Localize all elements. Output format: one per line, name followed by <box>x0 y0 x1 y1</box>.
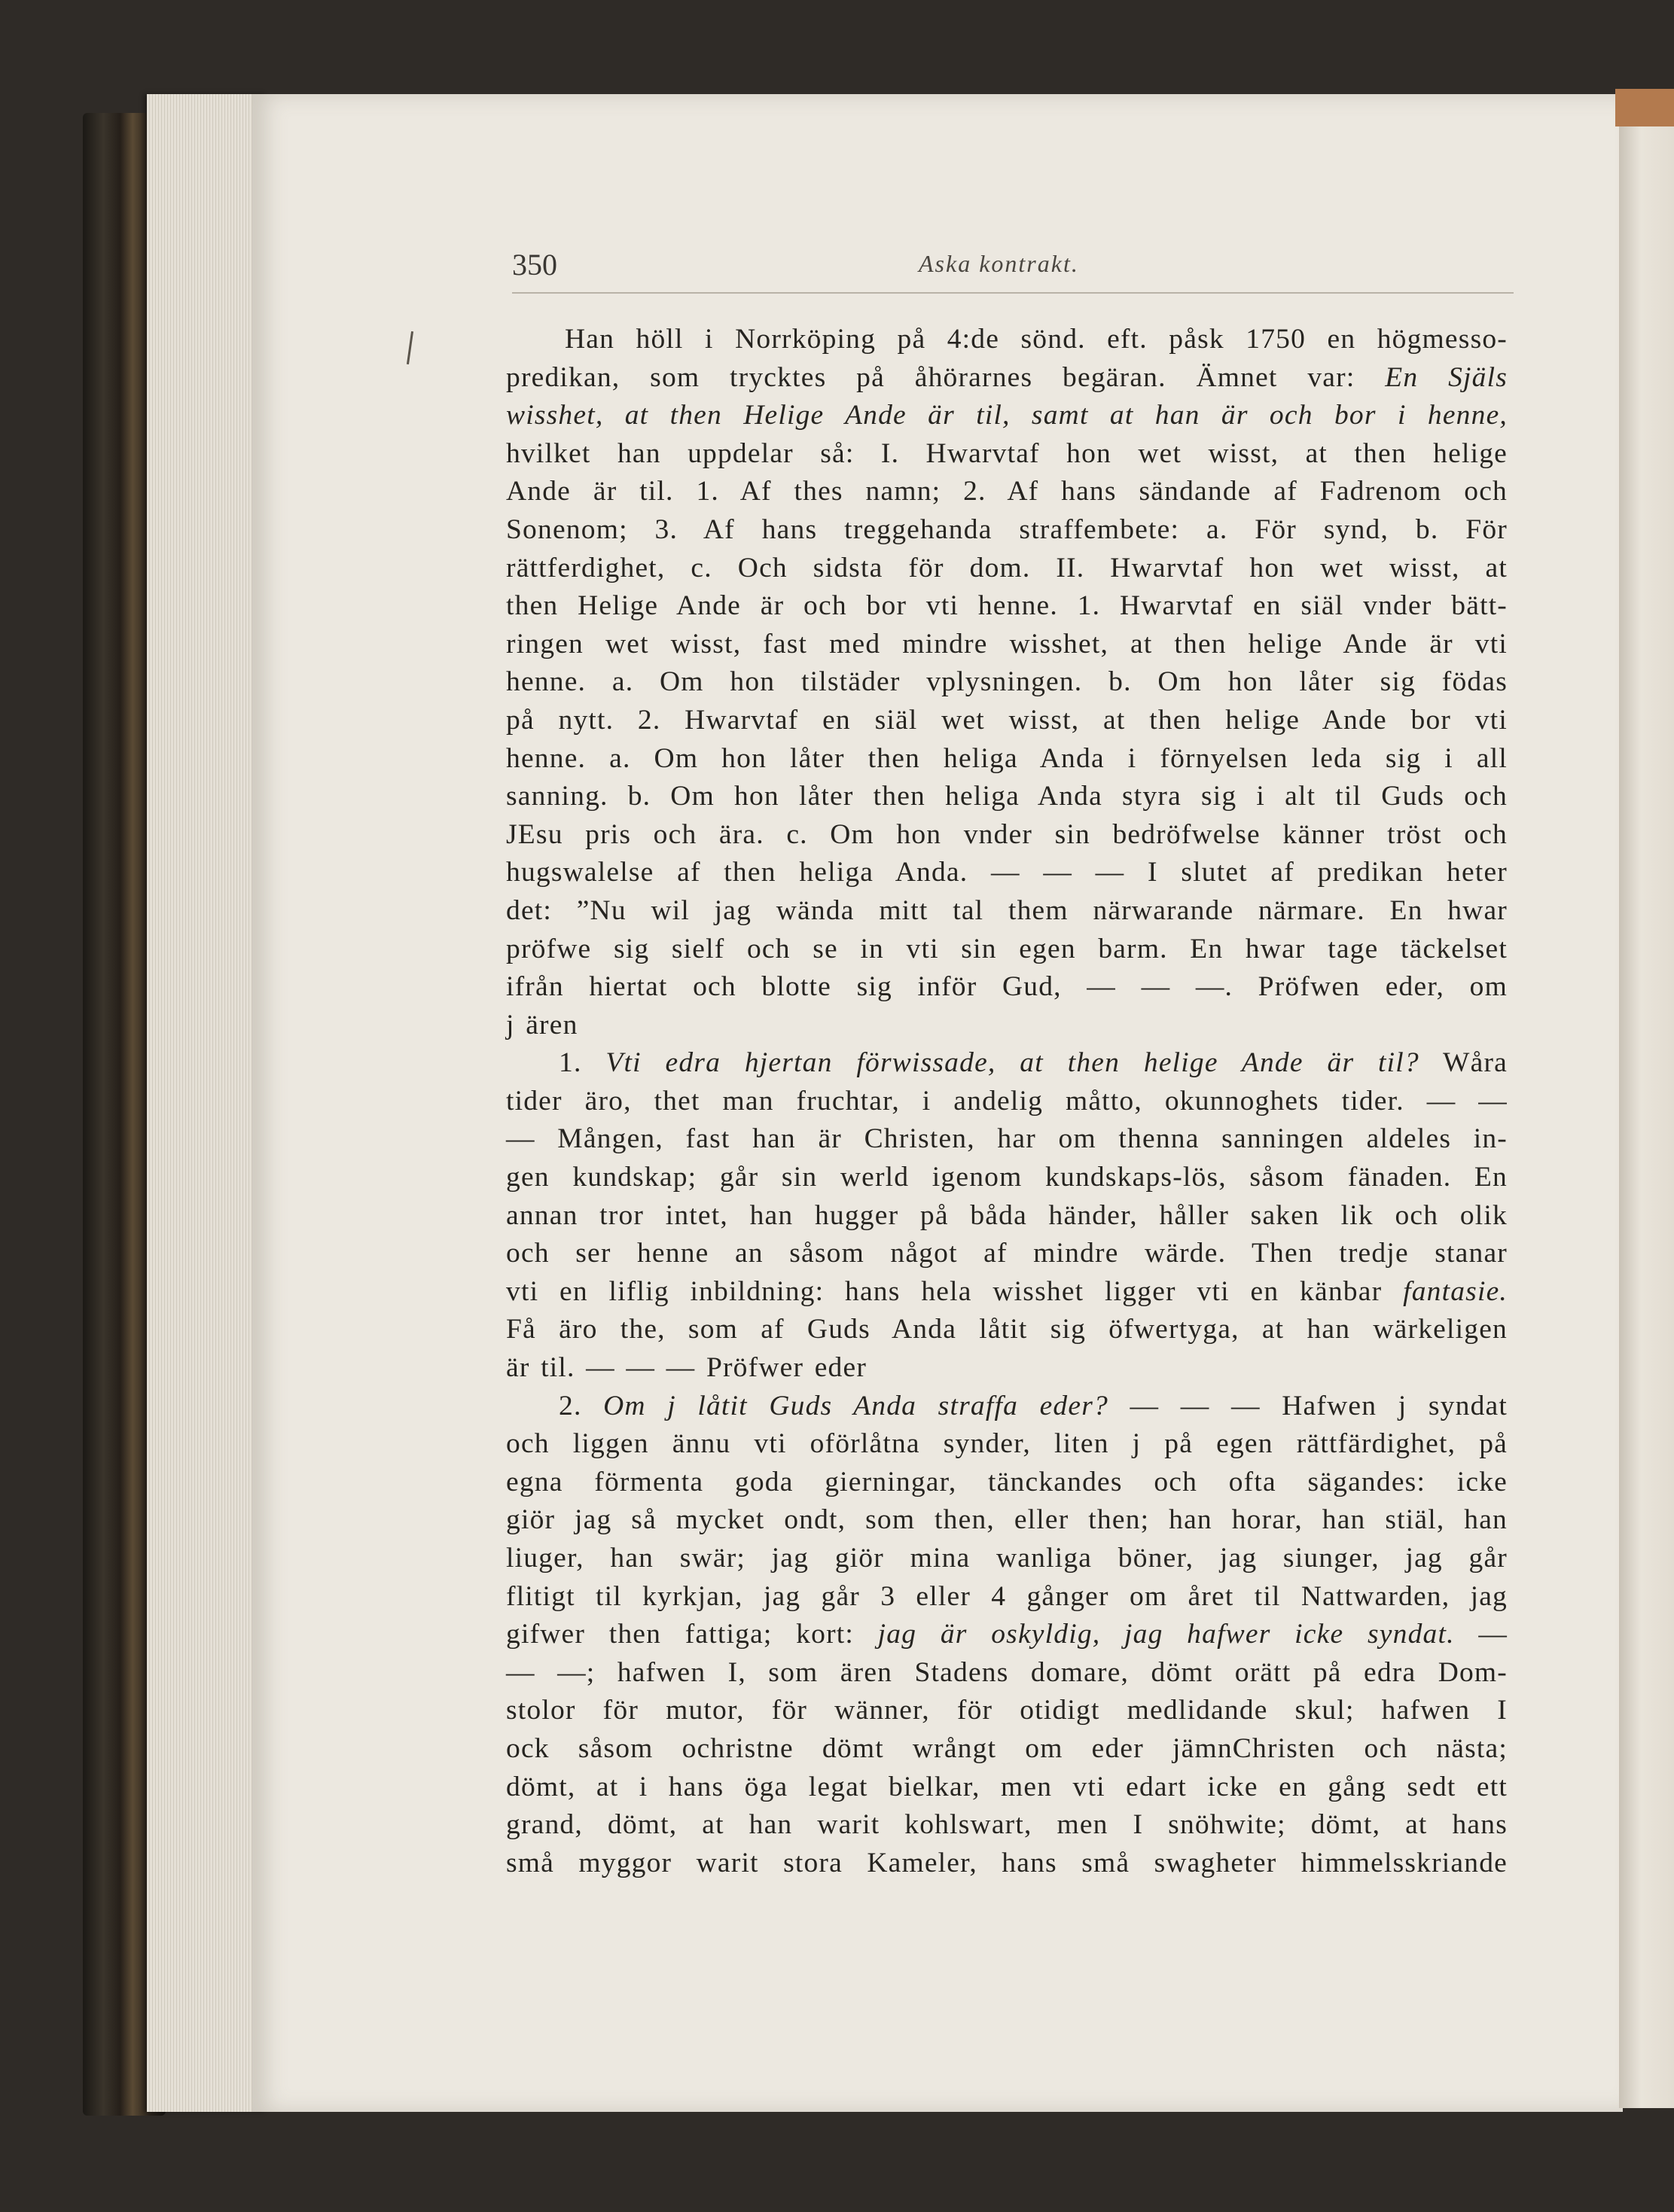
text-line <box>506 359 1508 398</box>
running-head <box>512 247 1514 294</box>
text-span: sanning. b. Om hon låter then heliga Anda styra sig i alt til Guds och <box>506 781 1508 812</box>
text-span: — — — Hafwen j syndat <box>1108 1390 1508 1421</box>
text-span: giör jag så mycket ondt, som then, eller then; han horar, han stiäl, han <box>506 1504 1508 1536</box>
text-line <box>506 550 1508 588</box>
text-span: j ären <box>506 1009 578 1040</box>
text-line <box>506 473 1508 511</box>
running-title: Aska kontrakt. <box>919 250 1079 277</box>
text-span: rättferdighet, c. Och sidsta för dom. II. Hwarvtaf hon wet wisst, at <box>506 552 1508 583</box>
text-span: 2. <box>559 1390 604 1421</box>
facing-cover-corner <box>1615 89 1674 126</box>
text-span: är til. — — — Pröfwer eder <box>506 1352 867 1384</box>
italic-text: jag är oskyldig, jag hafwer icke syndat. <box>877 1619 1455 1650</box>
text-span: — Mången, fast han är Christen, har om thenna sanningen aldeles in- <box>506 1123 1508 1155</box>
text-span: vti en liflig inbildning: hans hela wisshet ligger vti en känbar <box>506 1275 1404 1307</box>
text-line <box>506 626 1508 664</box>
italic-text: fantasie. <box>1403 1275 1508 1307</box>
italic-text: En Själs <box>1385 361 1508 393</box>
text-line <box>506 321 1508 359</box>
text-span: JEsu pris och ära. c. Om hon vnder sin bedröfwelse känner tröst och <box>506 818 1508 850</box>
text-line <box>506 854 1508 892</box>
text-line <box>506 1425 1508 1464</box>
text-span: henne. a. Om hon tilstäder vplysningen. b. Om hon låter sig födas <box>506 666 1508 698</box>
text-line <box>506 1388 1508 1426</box>
text-span: och ser henne an såsom något af mindre wärde. Then tredje stanar <box>506 1238 1508 1269</box>
text-span: grand, dömt, at han warit kohlswart, men I snöhwite; dömt, at hans <box>506 1809 1508 1841</box>
text-span: — —; hafwen I, som ären Stadens domare, dömt orätt på edra Dom- <box>506 1656 1508 1688</box>
text-span: 1. <box>559 1047 606 1079</box>
text-line <box>506 1197 1508 1235</box>
text-line <box>506 1349 1508 1388</box>
italic-text: Vti edra hjertan förwissade, at then helige Ande är til? <box>605 1047 1419 1079</box>
text-span: flitigt til kyrkjan, jag går 3 eller 4 gånger om året til Nattwarden, jag <box>506 1580 1508 1612</box>
text-span: pröfwe sig sielf och se in vti sin egen barm. En hwar tage täckelset <box>506 933 1508 964</box>
text-line <box>506 1845 1508 1883</box>
text-span: små myggor warit stora Kameler, hans små swagheter himmelsskriande <box>506 1847 1508 1878</box>
text-span: egna förmenta goda gierningar, tänckandes och ofta sägandes: icke <box>506 1466 1508 1498</box>
facing-page-edge <box>1619 120 1674 2108</box>
italic-text: Om j låtit Guds Anda straffa eder? <box>603 1390 1108 1421</box>
text-span: hugswalelse af then heliga Anda. — — — I slutet af predikan heter <box>506 857 1508 888</box>
text-line <box>506 1083 1508 1121</box>
text-span: Han höll i Norrköping på 4:de sönd. eft. påsk 1750 en högmesso- <box>565 324 1508 355</box>
text-line <box>506 1578 1508 1616</box>
text-span: annan tror intet, han hugger på båda händer, håller saken lik och olik <box>506 1199 1508 1231</box>
text-span: stolor för mutor, för wänner, för otidigt medlidande skul; hafwen I <box>506 1695 1508 1726</box>
text-span: liuger, han swär; jag giör mina wanliga böner, jag siunger, jag går <box>506 1543 1508 1574</box>
text-line <box>506 740 1508 778</box>
text-line <box>506 931 1508 969</box>
text-span: Sonenom; 3. Af hans treggehanda straffembete: a. För synd, b. För <box>506 513 1508 545</box>
text-span: ringen wet wisst, fast med mindre wisshet, at then helige Ande är vti <box>506 628 1508 660</box>
text-span: henne. a. Om hon låter then heliga Anda i förnyelsen leda sig i all <box>506 742 1508 774</box>
text-line <box>506 1540 1508 1578</box>
text-span: tider äro, thet man fruchtar, i andelig måtto, okunnoghets tider. — — <box>506 1085 1508 1117</box>
text-span: predikan, som trycktes på åhörarnes begäran. Ämnet var: <box>506 361 1386 393</box>
text-line <box>506 1501 1508 1540</box>
text-line <box>506 1806 1508 1845</box>
page-number: 350 <box>512 248 557 282</box>
page-stack-edge <box>147 94 267 2112</box>
text-line <box>506 1692 1508 1730</box>
text-line <box>506 435 1508 474</box>
text-line <box>506 968 1508 1007</box>
text-line <box>506 587 1508 626</box>
text-span: ock såsom ochristne dömt wrångt om eder jämnChristen och nästa; <box>506 1732 1508 1764</box>
text-line <box>506 1616 1508 1654</box>
text-line <box>506 511 1508 550</box>
text-line <box>506 663 1508 702</box>
text-span: ifrån hiertat och blotte sig inför Gud, — — —. Pröfwen eder, om <box>506 971 1508 1003</box>
text-span: och liggen ännu vti oförlåtna synder, liten j på egen rättfärdighet, på <box>506 1428 1508 1460</box>
italic-text: wisshet, at then Helige Ande är til, samt at han är och bor i henne, <box>506 400 1508 431</box>
body-text <box>506 321 1508 1882</box>
text-span: gen kundskap; går sin werld igenom kundskaps-lös, såsom fänaden. En <box>506 1162 1508 1193</box>
text-line <box>506 702 1508 740</box>
text-line <box>506 816 1508 855</box>
text-span: Wåra <box>1419 1047 1508 1079</box>
text-line <box>506 1654 1508 1693</box>
text-line <box>506 1730 1508 1769</box>
text-line <box>506 1311 1508 1349</box>
text-span: — <box>1454 1619 1508 1650</box>
text-span: then Helige Ande är och bor vti henne. 1. Hwarvtaf en siäl vnder bätt- <box>506 590 1508 622</box>
text-line <box>506 1464 1508 1502</box>
text-span: Ande är til. 1. Af thes namn; 2. Af hans sändande af Fadrenom och <box>506 476 1508 507</box>
text-line <box>506 1159 1508 1197</box>
text-line <box>506 1235 1508 1273</box>
text-line <box>506 1007 1508 1045</box>
text-line <box>506 1120 1508 1159</box>
text-span: Få äro the, som af Guds Anda låtit sig öfwertyga, at han wärkeligen <box>506 1314 1508 1345</box>
text-span: på nytt. 2. Hwarvtaf en siäl wet wisst, at then helige Ande bor vti <box>506 704 1508 736</box>
text-line <box>506 397 1508 435</box>
text-line <box>506 892 1508 931</box>
text-span: gifwer then fattiga; kort: <box>506 1619 878 1650</box>
text-span: det: ”Nu wil jag wända mitt tal them närwarande närmare. En hwar <box>506 894 1508 926</box>
text-line <box>506 1044 1508 1083</box>
text-span: dömt, at i hans öga legat bielkar, men vti edart icke en gång sedt ett <box>506 1771 1508 1802</box>
text-line <box>506 778 1508 816</box>
text-span: hvilket han uppdelar så: I. Hwarvtaf hon wet wisst, at then helige <box>506 437 1508 469</box>
text-line <box>506 1769 1508 1807</box>
text-line <box>506 1273 1508 1312</box>
